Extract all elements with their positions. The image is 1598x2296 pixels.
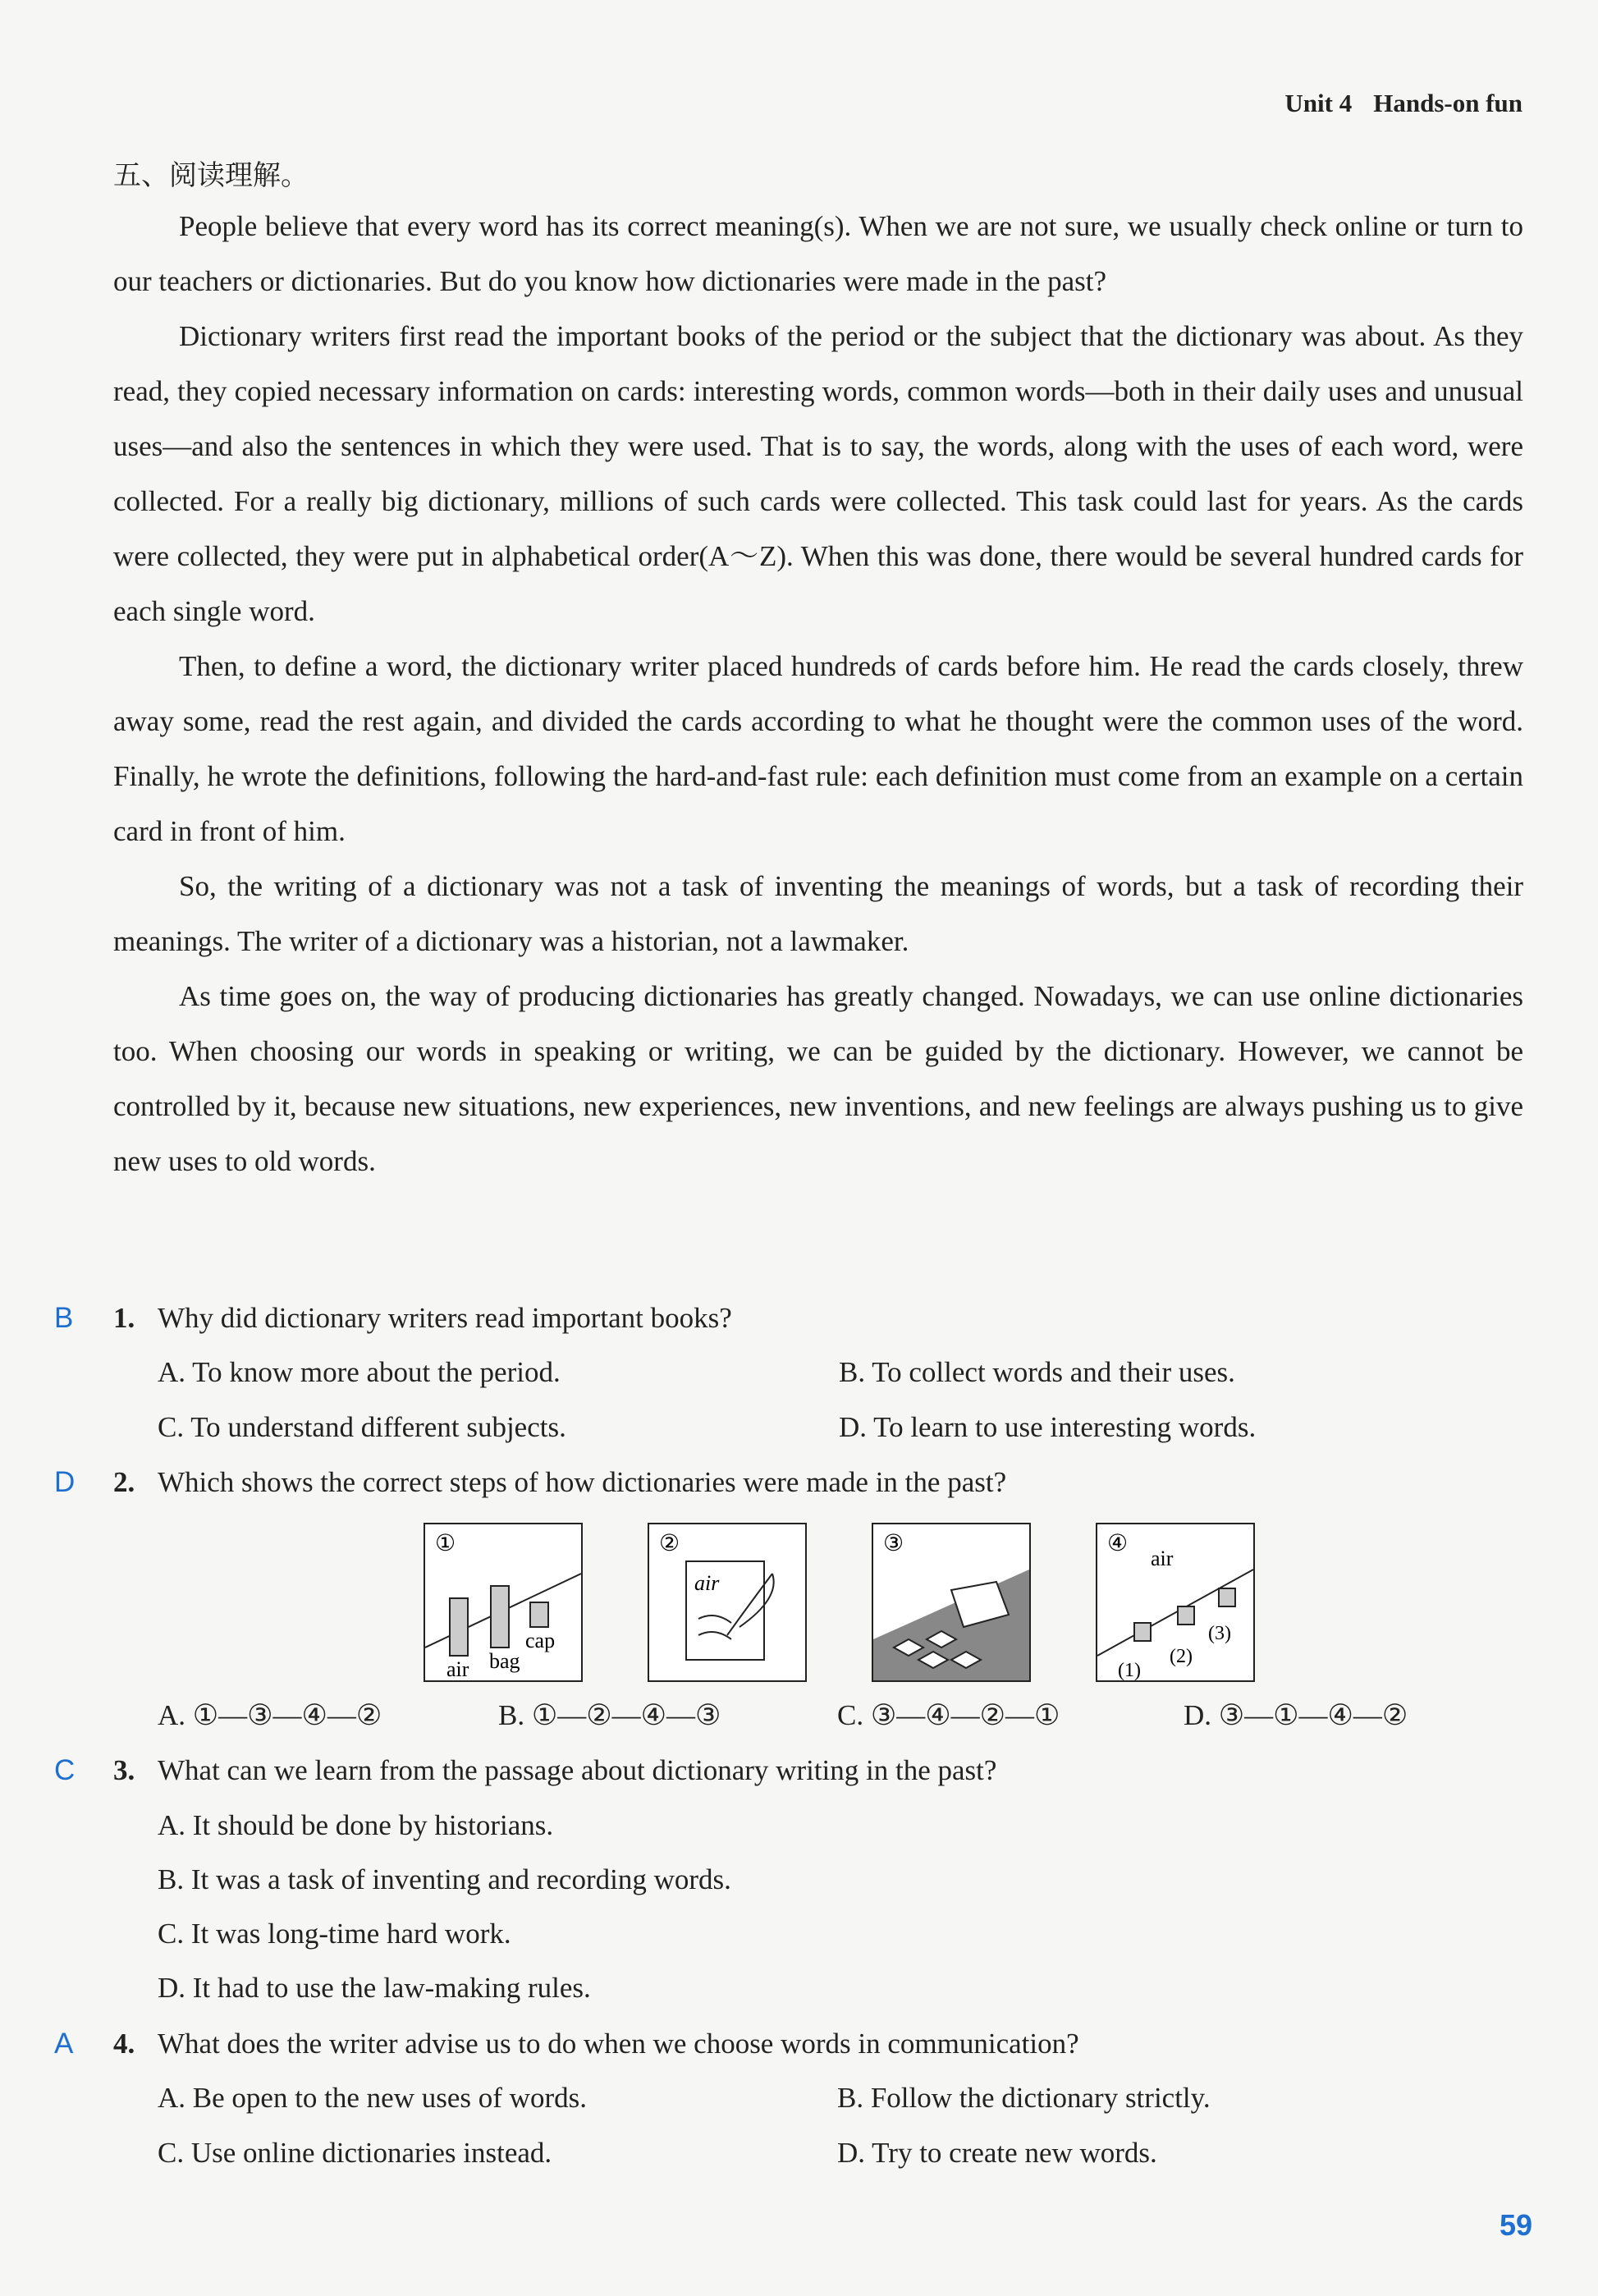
question-text: What does the writer advise us to do when we choose words in communication? bbox=[158, 2028, 1079, 2060]
question-text: Which shows the correct steps of how dictionaries were made in the past? bbox=[158, 1466, 1007, 1498]
option-c: C. To understand different subjects. bbox=[158, 1411, 566, 1443]
option-c: C. Use online dictionaries instead. bbox=[158, 2137, 552, 2169]
picture-number: ① bbox=[435, 1531, 456, 1556]
picture-label: air bbox=[694, 1571, 720, 1595]
page-number: 59 bbox=[1499, 2208, 1532, 2242]
option-b: B. It was a task of inventing and recording words. bbox=[158, 1863, 731, 1895]
picture-label: cap bbox=[525, 1629, 556, 1652]
option-d: D. It had to use the law-making rules. bbox=[158, 1972, 591, 2004]
option-d: D. Try to create new words. bbox=[837, 2137, 1157, 2169]
picture-label: (1) bbox=[1118, 1660, 1141, 1680]
picture-number: ② bbox=[659, 1531, 680, 1556]
picture-label: (2) bbox=[1170, 1646, 1193, 1667]
picture-2 bbox=[648, 1523, 807, 1682]
option-b: B. To collect words and their uses. bbox=[839, 1356, 1235, 1388]
question-text: What can we learn from the passage about dictionary writing in the past? bbox=[158, 1754, 997, 1786]
picture-label: (3) bbox=[1208, 1623, 1231, 1644]
passage-paragraph: Then, to define a word, the dictionary writer placed hundreds of cards before him. He read the cards closely, threw away some, read the rest again, and divided the cards according to what he thought were the common uses of the word. Finally, he wrote the definitions, following the hard-and-fast rule: each definition must come from an example on a certain card in front of him. bbox=[113, 650, 1523, 847]
picture-number: ④ bbox=[1107, 1531, 1129, 1556]
unit-label: Unit 4 bbox=[1284, 89, 1353, 117]
reading-passage bbox=[113, 199, 1523, 1189]
option-d: D. To learn to use interesting words. bbox=[839, 1411, 1257, 1443]
question-number: 3. bbox=[113, 1754, 135, 1786]
passage-paragraph: So, the writing of a dictionary was not a task of inventing the meanings of words, but a task of recording their meanings. The writer of a dictionary was a historian, not a lawmaker. bbox=[113, 870, 1523, 957]
passage-paragraph: People believe that every word has its correct meaning(s). When we are not sure, we usually check online or turn to our teachers or dictionaries. But do you know how dictionaries were made in the past? bbox=[113, 210, 1523, 297]
option-b: B. ①—②—④—③ bbox=[498, 1699, 721, 1731]
picture-3 bbox=[872, 1523, 1031, 1682]
option-a: A. Be open to the new uses of words. bbox=[158, 2082, 587, 2114]
unit-title: Hands-on fun bbox=[1373, 89, 1522, 117]
option-c: C. It was long-time hard work. bbox=[158, 1918, 511, 1950]
picture-1 bbox=[424, 1523, 583, 1682]
answer-mark: D bbox=[54, 1466, 76, 1498]
passage-paragraph: Dictionary writers first read the important books of the period or the subject that the dictionary was about. As they read, they copied necessary information on cards: interesting words, common words—both in their daily uses and unusual uses—and also the sentences in which they were used. That is to say, the words, along with the uses of each word, were collected. For a really big dictionary, millions of such cards were collected. This task could last for years. As the cards were collected, they were put in alphabetical order(A～Z). When this was done, there would be several hundred cards for each single word. bbox=[113, 320, 1523, 627]
section-title: 五、阅读理解。 bbox=[113, 159, 309, 192]
picture-4 bbox=[1096, 1523, 1255, 1682]
option-a: A. It should be done by historians. bbox=[158, 1809, 554, 1841]
question-number: 4. bbox=[113, 2028, 135, 2060]
page-header bbox=[1284, 89, 1522, 118]
picture-label: bag bbox=[489, 1649, 520, 1673]
picture-label: air bbox=[1151, 1547, 1174, 1570]
option-c: C. ③—④—②—① bbox=[837, 1699, 1060, 1731]
option-a: A. ①—③—④—② bbox=[158, 1699, 382, 1731]
option-d: D. ③—①—④—② bbox=[1184, 1699, 1408, 1731]
answer-mark: A bbox=[54, 2028, 74, 2060]
passage-paragraph: As time goes on, the way of producing dictionaries has greatly changed. Nowadays, we can use online dictionaries too. When choosing our words in speaking or writing, we can be guided by the dictionary. However, we cannot be controlled by it, because new situations, new experiences, new inventions, and new feelings are always pushing us to give new uses to old words. bbox=[113, 980, 1523, 1177]
picture-label: air bbox=[446, 1657, 469, 1680]
picture-number: ③ bbox=[883, 1531, 904, 1556]
question-number: 2. bbox=[113, 1466, 135, 1498]
question-number: 1. bbox=[113, 1302, 135, 1334]
option-b: B. Follow the dictionary strictly. bbox=[837, 2082, 1211, 2114]
answer-mark: B bbox=[54, 1302, 74, 1334]
question-text: Why did dictionary writers read important books? bbox=[158, 1302, 732, 1334]
answer-mark: C bbox=[54, 1754, 76, 1786]
option-a: A. To know more about the period. bbox=[158, 1356, 561, 1388]
